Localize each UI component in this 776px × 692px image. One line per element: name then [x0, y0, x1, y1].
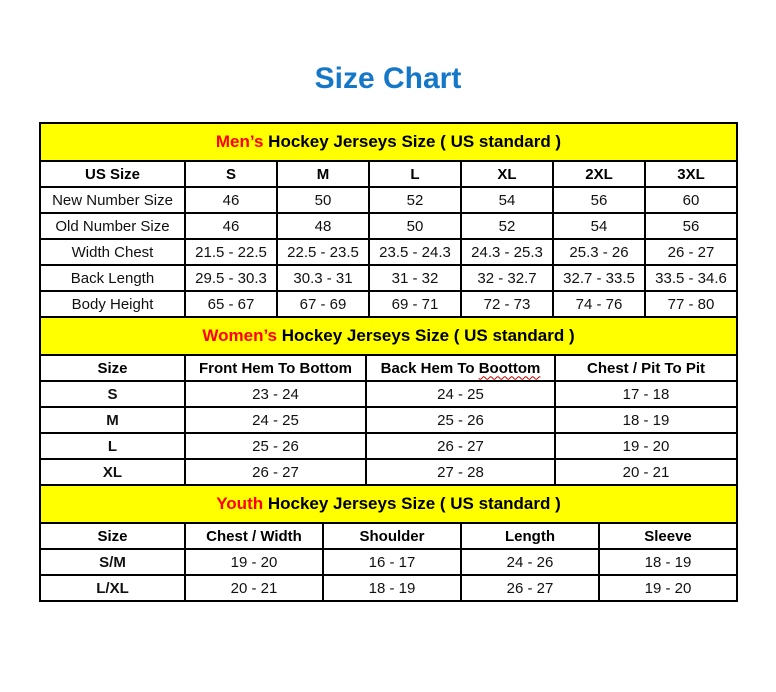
table-cell: 18 - 19 — [323, 575, 461, 601]
page-title: Size Chart — [314, 62, 462, 95]
mens-banner-highlight: Men’s — [215, 132, 264, 151]
table-row-womens-s — [40, 381, 737, 407]
table-row-youth-sm — [40, 549, 737, 575]
table-cell: 77 - 80 — [645, 291, 737, 317]
column-header-sleeve: Sleeve — [599, 523, 737, 549]
table-row-new-number-size — [40, 187, 737, 213]
table-cell: 24 - 26 — [461, 549, 599, 575]
table-cell: 31 - 32 — [369, 265, 461, 291]
table-cell: 65 - 67 — [185, 291, 277, 317]
youth-banner-text: Hockey Jerseys Size ( US standard ) — [267, 494, 561, 513]
youth-banner-highlight: Youth — [216, 494, 264, 513]
table-cell: 24 - 25 — [185, 407, 366, 433]
table-cell: 21.5 - 22.5 — [185, 239, 277, 265]
table-cell: 32.7 - 33.5 — [553, 265, 645, 291]
table-cell: 24.3 - 25.3 — [461, 239, 553, 265]
table-cell: 46 — [185, 213, 277, 239]
table-cell: 33.5 - 34.6 — [645, 265, 737, 291]
table-row-body-height — [40, 291, 737, 317]
table-cell: 67 - 69 — [277, 291, 369, 317]
table-row-womens-m — [40, 407, 737, 433]
youth-size-table — [39, 484, 738, 602]
table-cell: 29.5 - 30.3 — [185, 265, 277, 291]
row-label: Width Chest — [40, 239, 185, 265]
row-label: S/M — [40, 549, 185, 575]
column-header-back-hem — [366, 355, 555, 381]
mens-banner-row — [40, 123, 737, 161]
column-header-shoulder: Shoulder — [323, 523, 461, 549]
column-header-size: Size — [40, 523, 185, 549]
table-cell: 26 - 27 — [645, 239, 737, 265]
table-cell: 23 - 24 — [185, 381, 366, 407]
row-label: S — [40, 381, 185, 407]
table-cell: 54 — [461, 187, 553, 213]
column-header-us-size: US Size — [40, 161, 185, 187]
table-row-womens-l — [40, 433, 737, 459]
table-cell: 19 - 20 — [185, 549, 323, 575]
table-cell: 22.5 - 23.5 — [277, 239, 369, 265]
size-chart-tables — [39, 122, 737, 602]
table-cell: 48 — [277, 213, 369, 239]
table-cell: 74 - 76 — [553, 291, 645, 317]
table-cell: 50 — [277, 187, 369, 213]
table-cell: 56 — [645, 213, 737, 239]
table-row-back-length — [40, 265, 737, 291]
womens-banner-highlight: Women’s — [202, 326, 277, 345]
table-cell: 17 - 18 — [555, 381, 737, 407]
column-header-2xl: 2XL — [553, 161, 645, 187]
column-header-l: L — [369, 161, 461, 187]
row-label: XL — [40, 459, 185, 485]
table-row-width-chest — [40, 239, 737, 265]
table-cell: 46 — [185, 187, 277, 213]
table-cell: 20 - 21 — [555, 459, 737, 485]
row-label: Old Number Size — [40, 213, 185, 239]
womens-size-table — [39, 316, 738, 486]
youth-header-row — [40, 523, 737, 549]
table-row-womens-xl — [40, 459, 737, 485]
table-cell: 19 - 20 — [555, 433, 737, 459]
column-header-back-hem-text: Back Hem To — [380, 359, 475, 377]
womens-banner-row — [40, 317, 737, 355]
row-label: New Number Size — [40, 187, 185, 213]
row-label: L/XL — [40, 575, 185, 601]
column-header-front-hem: Front Hem To Bottom — [185, 355, 366, 381]
column-header-length: Length — [461, 523, 599, 549]
table-cell: 72 - 73 — [461, 291, 553, 317]
womens-banner-text: Hockey Jerseys Size ( US standard ) — [281, 326, 575, 345]
womens-header-row — [40, 355, 737, 381]
column-header-size: Size — [40, 355, 185, 381]
table-cell: 23.5 - 24.3 — [369, 239, 461, 265]
womens-banner — [40, 317, 737, 355]
column-header-3xl: 3XL — [645, 161, 737, 187]
row-label: Body Height — [40, 291, 185, 317]
row-label: Back Length — [40, 265, 185, 291]
youth-banner-row — [40, 485, 737, 523]
table-cell: 52 — [369, 187, 461, 213]
column-header-xl: XL — [461, 161, 553, 187]
table-cell: 26 - 27 — [185, 459, 366, 485]
table-cell: 25.3 - 26 — [553, 239, 645, 265]
table-cell: 32 - 32.7 — [461, 265, 553, 291]
table-cell: 18 - 19 — [555, 407, 737, 433]
table-cell: 19 - 20 — [599, 575, 737, 601]
mens-banner-text: Hockey Jerseys Size ( US standard ) — [268, 132, 562, 151]
table-row-youth-lxl — [40, 575, 737, 601]
table-cell: 30.3 - 31 — [277, 265, 369, 291]
table-cell: 50 — [369, 213, 461, 239]
mens-banner — [40, 123, 737, 161]
mens-header-row — [40, 161, 737, 187]
column-header-chest-width: Chest / Width — [185, 523, 323, 549]
table-cell: 54 — [553, 213, 645, 239]
table-cell: 20 - 21 — [185, 575, 323, 601]
row-label: L — [40, 433, 185, 459]
table-cell: 25 - 26 — [185, 433, 366, 459]
table-row-old-number-size — [40, 213, 737, 239]
table-cell: 26 - 27 — [461, 575, 599, 601]
table-cell: 24 - 25 — [366, 381, 555, 407]
mens-size-table — [39, 122, 738, 318]
table-cell: 26 - 27 — [366, 433, 555, 459]
column-header-m: M — [277, 161, 369, 187]
row-label: M — [40, 407, 185, 433]
table-cell: 52 — [461, 213, 553, 239]
table-cell: 69 - 71 — [369, 291, 461, 317]
table-cell: 18 - 19 — [599, 549, 737, 575]
table-cell: 27 - 28 — [366, 459, 555, 485]
table-cell: 16 - 17 — [323, 549, 461, 575]
misspelled-word: Boottom — [478, 359, 541, 377]
column-header-s: S — [185, 161, 277, 187]
youth-banner — [40, 485, 737, 523]
table-cell: 25 - 26 — [366, 407, 555, 433]
column-header-chest-pit: Chest / Pit To Pit — [555, 355, 737, 381]
table-cell: 56 — [553, 187, 645, 213]
table-cell: 60 — [645, 187, 737, 213]
